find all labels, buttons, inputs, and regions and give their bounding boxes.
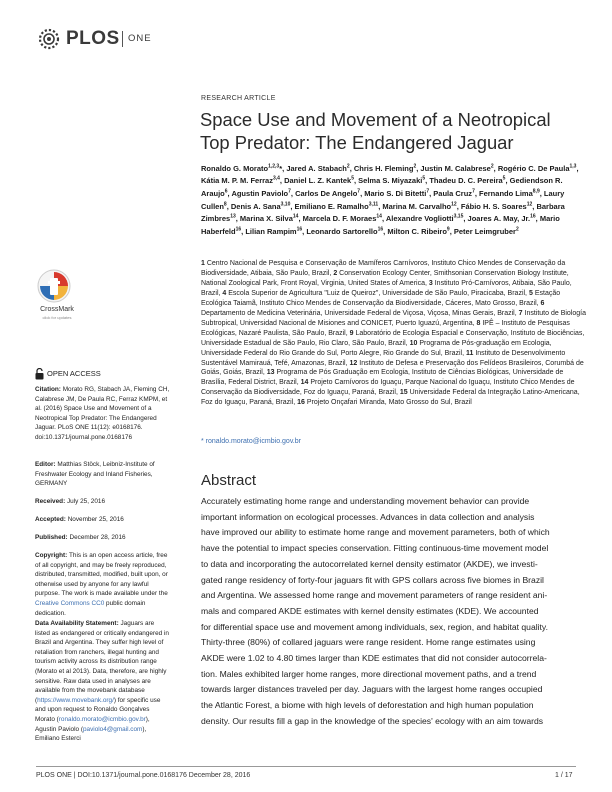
author[interactable] [231,202,295,211]
affiliation-text: Escola Superior de Agricultura "Luiz de Queiroz", Universidade de São Paulo, Piracicaba, Brazil, [228,289,528,297]
affiliation-text: Instituto de Desenvolvimento Sustentável Mamirauá, Tefé, Amazonas, Brazil, [201,349,566,367]
title-line-2: Top Predator: The Endangered Jaguar [200,132,514,153]
received-block [35,497,170,507]
footer-citation: PLOS ONE | DOI:10.1371/journal.pone.0168176 December 28, 2016 [36,772,251,779]
author-affiliation-marker: 6 [224,188,228,195]
author-affiliation-marker: 5 [502,175,506,182]
data-availability-text-2: ) for specific use and upon request to Ronaldo Gonçalves Morato ( [35,696,161,723]
author-affiliation-marker: 2 [346,163,350,169]
author-affiliation-marker: 1,3 [569,163,577,169]
article-type: RESEARCH ARTICLE [201,95,276,102]
author-name: Paula Cruz [433,188,473,198]
abstract-line: towards larger distances traveled per day. Jaguars with the largest home ranges occupied [201,684,543,695]
author-name: Rogério C. De Paula [497,163,570,173]
author-affiliation-marker: 12 [526,201,533,208]
author-separator: , [505,176,510,186]
logo-plos-text: PLOS [66,28,120,49]
author[interactable] [286,164,354,173]
author-affiliation-marker: 2 [490,163,494,169]
abstract-line: and Argentina. We assessed home range and movement parameters of range resident ani- [201,590,548,601]
data-availability-label: Data Availability Statement: [35,620,119,627]
abstract-line: AKDE were 1.02 to 4.80 times larger than KDE estimates that did not consider autocorrela- [201,653,547,664]
open-lock-icon [35,368,44,380]
author-affiliation-marker: 5 [351,175,354,182]
author[interactable] [461,202,537,211]
author[interactable] [454,227,519,236]
affiliation-text: Projeto Carnívoros do Iguaçu, Parque Nacional do Iguaçu, Instituto Chico Mendes de Conservação da Biodiversidade, Foz do Iguaçu, Paraná, Brazil, [201,379,575,397]
author-separator: , [474,188,480,198]
plos-gear-icon [36,26,64,52]
received-date: July 25, 2016 [66,498,106,505]
affiliation-text: Projeto Onçafari Miranda, Mato Grosso do Sul, Brazil [306,399,472,407]
affiliation-list [201,259,587,408]
author-separator: , [290,201,295,211]
author-name: Marina X. Silva [239,214,293,224]
editor-label: Editor: [35,461,56,468]
abstract-line: important information on ecological processes. Advances in data collection and analysis [201,511,535,522]
author-separator: , [360,188,365,198]
title-line-1: Space Use and Movement of a Neotropical [200,109,551,130]
accepted-date: November 25, 2016 [67,516,124,523]
author-name: Thadeu D. C. Pereira [429,176,503,186]
affiliation-text: Instituto Pró-Carnívoros, Atibaia, São Paulo, Brazil, [201,279,572,297]
author-name: Fernando Lima [479,188,533,198]
author-affiliation-marker: 14 [376,213,382,220]
author-name: Alexandre Vogliotti [385,214,454,224]
author-name: Carlos De Angelo [295,188,358,198]
author-separator: , [425,176,430,186]
article-title [200,108,590,154]
author[interactable] [358,176,429,185]
abstract-line: have the potential to impact species conservation. Fitting continuous-time movement model [201,543,549,554]
editor-block [35,460,170,489]
author-separator: , [429,188,434,198]
abstract-line: for differential space use and movement among individuals, sex, region, and habitat quality. [201,621,548,632]
crossmark-sublabel: click for updates [42,315,72,320]
author-affiliation-marker: 5 [422,175,426,182]
affiliation-number: 6 [540,299,545,307]
abstract-line: mals and compared AKDE estimates with kernel density estimates (KDE). We accounted [201,605,539,616]
author-affiliation-marker: 3,4 [272,175,280,182]
accepted-label: Accepted: [35,516,66,523]
affiliation-number: 3 [428,279,433,287]
author-separator: , [353,176,359,186]
author-affiliation-marker: 7 [472,188,475,195]
author-separator: *, [279,163,287,173]
abstract-line: tion. Males exhibited larger home ranges, more directional movement paths, and a trend [201,668,537,679]
author-separator: , [241,227,246,237]
data-availability-block [35,619,170,744]
author[interactable] [231,189,295,198]
citation-block [35,385,170,443]
author-separator: , [302,227,307,237]
author-affiliation-marker: 3,11 [368,201,379,208]
affiliation-number: 5 [528,289,533,297]
affiliation-number: 2 [333,269,338,277]
author-separator: , [226,201,231,211]
abstract-line: Thirty-three (80%) of collared jaguars were range resident. Home range estimates using [201,637,536,648]
received-label: Received: [35,498,66,505]
author-name: Marina M. Carvalho [382,201,452,211]
author-name: Laury Cullen [201,188,565,211]
abstract-line: the Atlantic Forest, a biome with high levels of deforestation and high human population [201,700,534,711]
affiliation-text: IPÊ – Instituto de Pesquisas Ecológicas, Nazaré Paulista, São Paulo, Brazil, [201,319,570,337]
affiliation [297,399,472,406]
creative-commons-link[interactable]: Creative Commons CC0 [35,599,105,607]
affiliation-number: 11 [465,349,474,357]
author-separator: , [532,201,537,211]
author[interactable] [295,189,364,198]
page-number: 1 / 17 [555,772,573,779]
author[interactable] [429,176,509,185]
affiliation-number: 8 [476,319,481,327]
plos-one-logo[interactable] [36,26,186,52]
abstract-heading: Abstract [201,472,257,489]
author-affiliation-marker: 3,15 [453,213,464,220]
author[interactable] [498,164,579,173]
author-name: Barbara Zimbres [201,201,565,224]
author-name: Lilian Rampim [245,227,297,237]
author-separator: , [416,163,421,173]
footer-divider [36,766,576,767]
author[interactable] [306,227,387,236]
author-name: Fábio H. S. Soares [460,201,527,211]
author[interactable] [245,227,306,236]
morato-email-link[interactable]: ronaldo.morato@icmbio.gov.br [58,715,146,723]
citation-text: Morato RG, Stabach JA, Fleming CH, Calabrese JM, De Paula RC, Ferraz KMPM, et al. (2016) Space Use and Movement of a Neotropical Top Predator: The Endangered Jaguar. PLoS ONE 11(12): e0168176. doi:10.1371/journal.pone.0168176 [35,386,170,441]
author-separator: , [378,201,383,211]
abstract-line: to data and incorporating the autocorrelated kernel density estimator (AKDE), we investi- [201,558,538,569]
author[interactable] [364,189,433,198]
affiliation-number: 15 [399,389,408,397]
crossmark-badge[interactable] [34,268,74,320]
author-separator: , [381,214,386,224]
author-affiliation-marker: 2 [515,226,519,233]
author-name: Selma S. Miyazaki [358,176,423,186]
author[interactable] [387,227,454,236]
affiliation-number: 1 [201,260,205,267]
author-affiliation-marker: 3,10 [280,201,291,208]
affiliation-text: Centro Nacional de Pesquisa e Conservação de Mamíferos Carnívoros, Instituto Chico Mendes de Conservação da Biodiversidade, Atibaia, São Paulo, Brazil, [201,260,566,277]
abstract-line: density. Our results fill a gap in the knowledge of the species' ecology with an aim towards [201,715,544,726]
affiliation-text: Conservation Ecology Center, Smithsonian Conservation Biology Institute, National Zoological Park, Front Royal, Virginia, United States of America, [201,269,569,287]
copyright-block [35,551,170,618]
author[interactable] [201,176,284,185]
corresponding-email-link[interactable]: * ronaldo.morato@icmbio.gov.br [201,438,301,445]
author-list [201,161,581,237]
affiliation-text: Instituto de Biología Subtropical, Universidad Nacional de Misiones and CONICET, Puerto Iguazú, Argentina, [201,309,586,327]
author-separator: , [290,188,296,198]
author-affiliation-marker: 7 [357,188,361,195]
copyright-text: This is an open access article, free of all copyright, and may be freely reproduced, distributed, transmitted, modified, built upon, or otherwise used by anyone for any lawful purpose. The work is made available under the [35,552,168,598]
author-name: Agustin Paviolo [231,188,289,198]
logo-journal-text: ONE [128,33,152,44]
author-separator: , [576,163,579,173]
affiliation-text: Programa de Pós-graduação em Ecologia, Universidade Federal do Rio Grande do Sul, Porto Alegre, Rio Grande do Sul, Brazil, [201,339,552,357]
author-separator: , [449,227,454,237]
author-affiliation-marker: 16 [235,226,242,233]
author-affiliation-marker: 9 [446,226,450,233]
copyright-label: Copyright: [35,552,68,559]
logo-separator [122,31,123,47]
author-name: Emiliano E. Ramalho [294,201,369,211]
author-name: Gediendson R. Araujo [201,176,563,198]
author-name: Denis A. Sana [230,201,281,211]
open-access-label: OPEN ACCESS [47,369,101,378]
author[interactable] [386,214,468,223]
author-name: Joares A. May, Jr. [467,214,531,224]
author-affiliation-marker: 2 [413,163,417,169]
affiliation-text: Programa de Pós Graduação em Ecologia, Instituto de Ciências Biológicas, Universidade de Brasília, Federal District, Brazil, [201,369,564,387]
affiliation-number: 7 [518,309,523,317]
abstract-line: have improved our ability to estimate home range and movement parameters, both of which [201,527,550,538]
author-name: Mario S. Di Bitetti [364,188,427,198]
author-separator: , [539,188,544,198]
abstract-line: Accurately estimating home range and understanding movement behavior can provide [201,496,530,506]
copyright-text-end: public domain dedication. [35,599,146,617]
author-affiliation-marker: 16 [377,226,384,233]
affiliation-text: Estação Ecológica Taiamã, Instituto Chico Mendes de Conservação da Biodiversidade, Cáceres, Mato Grosso, Brazil, [201,289,561,307]
abstract-line: gated range residency of forty-four jaguars fit with GPS collars across five biomes in Brazil [201,574,544,585]
data-availability-text-3: ), Agustin Paviolo ( [35,715,150,733]
author-name: Leonardo Sartorello [306,227,378,237]
affiliation-number: 10 [409,339,418,347]
author-name: Marcela D. F. Moraes [302,214,377,224]
author-name: Justin M. Calabrese [420,163,491,173]
affiliation-number: 14 [300,379,309,387]
movebank-link[interactable]: https://www.movebank.org/ [37,696,114,704]
affiliation-text: Departamento de Medicina Veterinária, Universidade Federal de Viçosa, Viçosa, Minas Gerais, Brazil, [201,309,517,317]
author[interactable] [468,214,540,223]
author[interactable] [284,176,358,185]
author-name: Mario Haberfeld [201,214,560,237]
author-affiliation-marker: 8 [223,201,227,208]
author-affiliation-marker: 8,9 [532,188,540,195]
author-name: Milton C. Ribeiro [387,227,447,237]
crossmark-icon [34,268,74,304]
author-separator: , [383,227,388,237]
author-affiliation-marker: 14 [292,213,299,220]
author[interactable] [479,189,544,198]
author-separator: , [349,163,354,173]
author-affiliation-marker: 13 [230,213,236,220]
author-name: Chris H. Fleming [353,163,414,173]
paviolo-email-link[interactable]: paviolo4@gmail.com [82,725,143,733]
published-date: December 28, 2016 [69,534,126,541]
author-separator: , [493,163,498,173]
published-label: Published: [35,534,68,541]
published-block [35,533,170,543]
author-affiliation-marker: 12 [451,201,457,208]
author-name: Jared A. Stabach [286,163,347,173]
accepted-block [35,515,170,525]
citation-label: Citation: [35,386,61,393]
author-separator: , [279,176,285,186]
author-separator: , [456,201,461,211]
data-availability-text-4: ), Emiliano Esterci [35,725,147,743]
author-name: Peter Leimgruber [453,227,516,237]
affiliation-number: 16 [297,399,305,407]
author[interactable] [420,164,497,173]
author-name: Daniel L. Z. Kantek [284,176,352,186]
author-separator: , [235,214,240,224]
author[interactable] [240,214,303,223]
author-affiliation-marker: 16 [530,213,536,220]
affiliation-number: 4 [222,289,227,297]
author[interactable] [295,202,383,211]
author-name: Kátia M. P. M. Ferraz [201,176,273,186]
author[interactable] [433,189,479,198]
affiliation-number: 13 [266,369,275,377]
affiliation-number: 9 [349,329,354,337]
author-separator: , [463,214,468,224]
author-affiliation-marker: 1,2,3 [268,163,280,169]
author-name: Ronaldo G. Morato [201,163,269,173]
affiliation-text: Laboratório de Ecologia Espacial e Conservação, Instituto de Biociências, Universidade Estadual de São Paulo, Rio Claro, São Paulo, Brazil, [201,329,585,347]
affiliation-text: Instituto de Defesa e Preservação dos Felídeos Brasileiros, Corumbá de Goiás, Goiás, Brazil, [201,359,584,377]
author-separator: , [298,214,303,224]
data-availability-text: Jaguars are listed as endangered or critically endangered in Brazil and Argentina. They suffer high level of retaliation from ranchers, illegal hunting and tourism activity across its distribution range (Morato et al 2013). Data, therefore, are highly sensitive. Raw data used in analyses are available from the movebank database ( [35,620,169,704]
author[interactable] [382,202,461,211]
abstract-body [201,494,589,730]
author[interactable] [303,214,386,223]
crossmark-label: CrossMark [40,306,74,313]
editor-text: Matthias Stöck, Leibniz-Institute of Freshwater Ecology and Inland Fisheries, GERMANY [35,461,155,488]
author-affiliation-marker: 7 [426,188,430,195]
author[interactable] [354,164,421,173]
author-affiliation-marker: 16 [296,226,303,233]
affiliation-text: Universidade Federal da Integração Latino-Americana, Foz do Iguaçu, Paraná, Brazil, [201,389,580,407]
author-separator: , [535,214,540,224]
affiliation-number: 12 [349,359,358,367]
affiliation [222,290,529,297]
author[interactable] [201,164,286,173]
author-affiliation-marker: 7 [288,188,291,195]
author-separator: , [227,188,232,198]
